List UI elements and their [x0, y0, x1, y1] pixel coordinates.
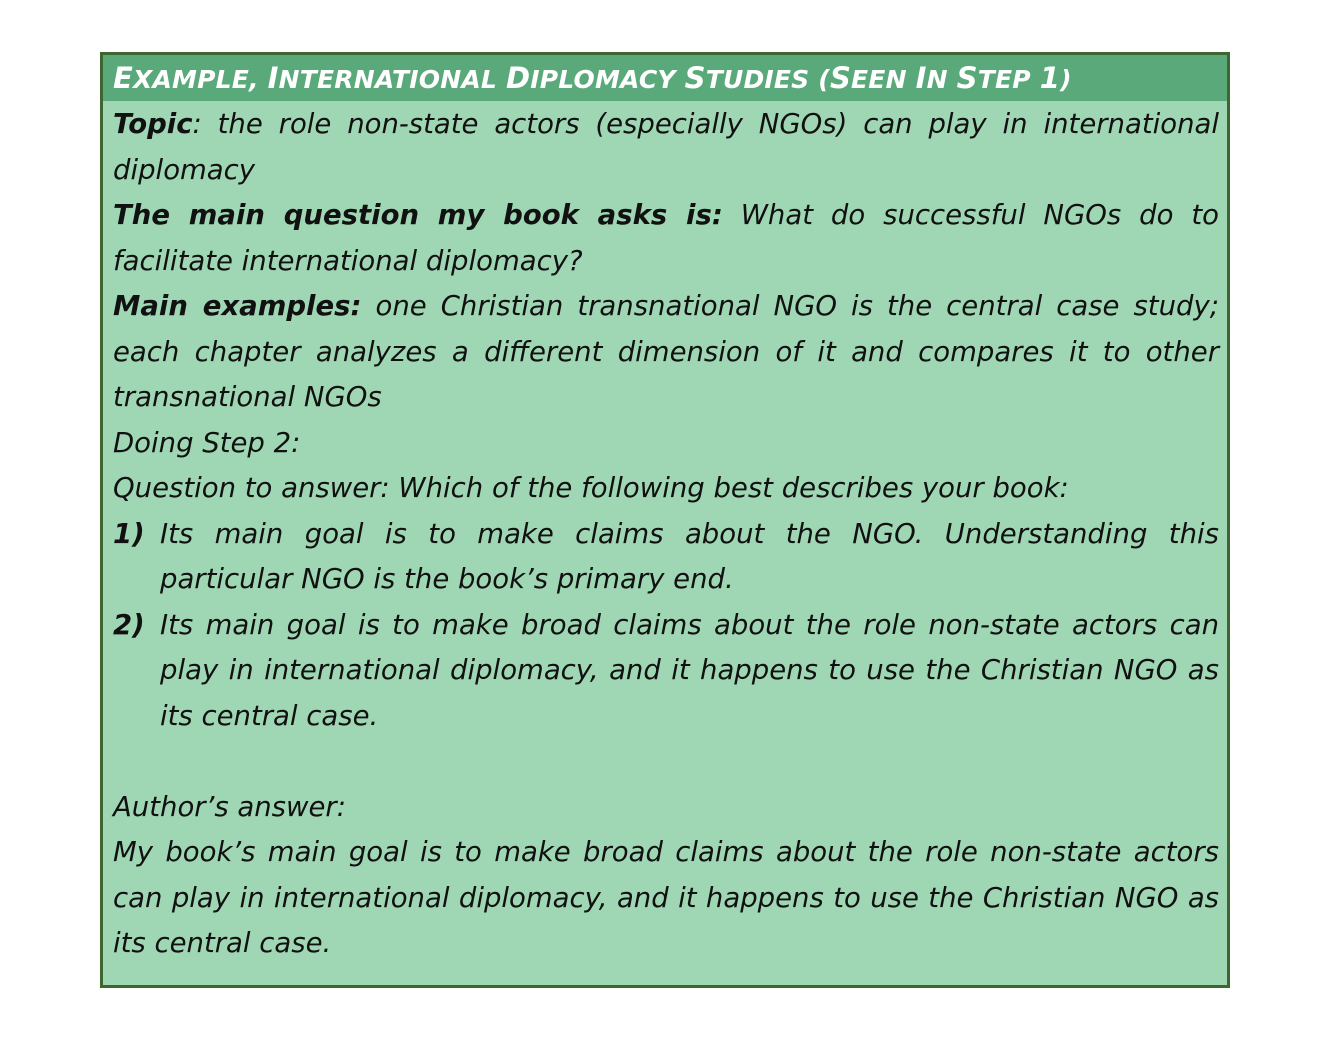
topic-text: : the role non-state actors (especially NGOs) can play in international diplomacy: [113, 108, 1219, 186]
step-line: Doing Step 2:: [113, 426, 301, 459]
topic-label: Topic: [113, 108, 193, 140]
answer-text: My book’s main goal is to make broad claims about the role non-state actors can play in international diplomacy, and it happens to use the Christian NGO as its central case.: [113, 836, 1219, 959]
option-1-text: Its main goal is to make claims about the NGO. Understanding this particular NGO is the book’s primary end.: [160, 517, 1219, 595]
main-examples-label: Main examples:: [113, 290, 362, 322]
option-1-number: 1): [113, 517, 145, 550]
main-question-label: The main question my book asks is:: [113, 199, 723, 231]
example-content: [103, 101, 1227, 967]
option-2: [113, 603, 1219, 740]
example-box: [100, 52, 1230, 988]
option-2-number: 2): [113, 608, 145, 641]
topic-paragraph: [113, 102, 1219, 193]
main-question-text: What do successful NGOs do to facilitate international diplomacy?: [113, 199, 1219, 277]
main-examples-paragraph: [113, 284, 1219, 421]
main-examples-text: one Christian transnational NGO is the central case study; each chapter analyzes a different dimension of it and compares it to other transnational NGOs: [113, 290, 1220, 413]
option-1: [113, 512, 1219, 603]
answer-label: Author’s answer:: [113, 790, 346, 823]
question-line: Question to answer: Which of the following best describes your book:: [113, 472, 1069, 504]
spacer: [113, 739, 1219, 785]
example-header: [103, 55, 1227, 101]
option-2-text: Its main goal is to make broad claims about the role non-state actors can play in international diplomacy, and it happens to use the Christian NGO as its central case.: [160, 608, 1219, 732]
example-title: EXAMPLE, INTERNATIONAL DIPLOMACY STUDIES (SEEN IN STEP 1): [113, 61, 1072, 95]
main-question-paragraph: [113, 193, 1219, 284]
